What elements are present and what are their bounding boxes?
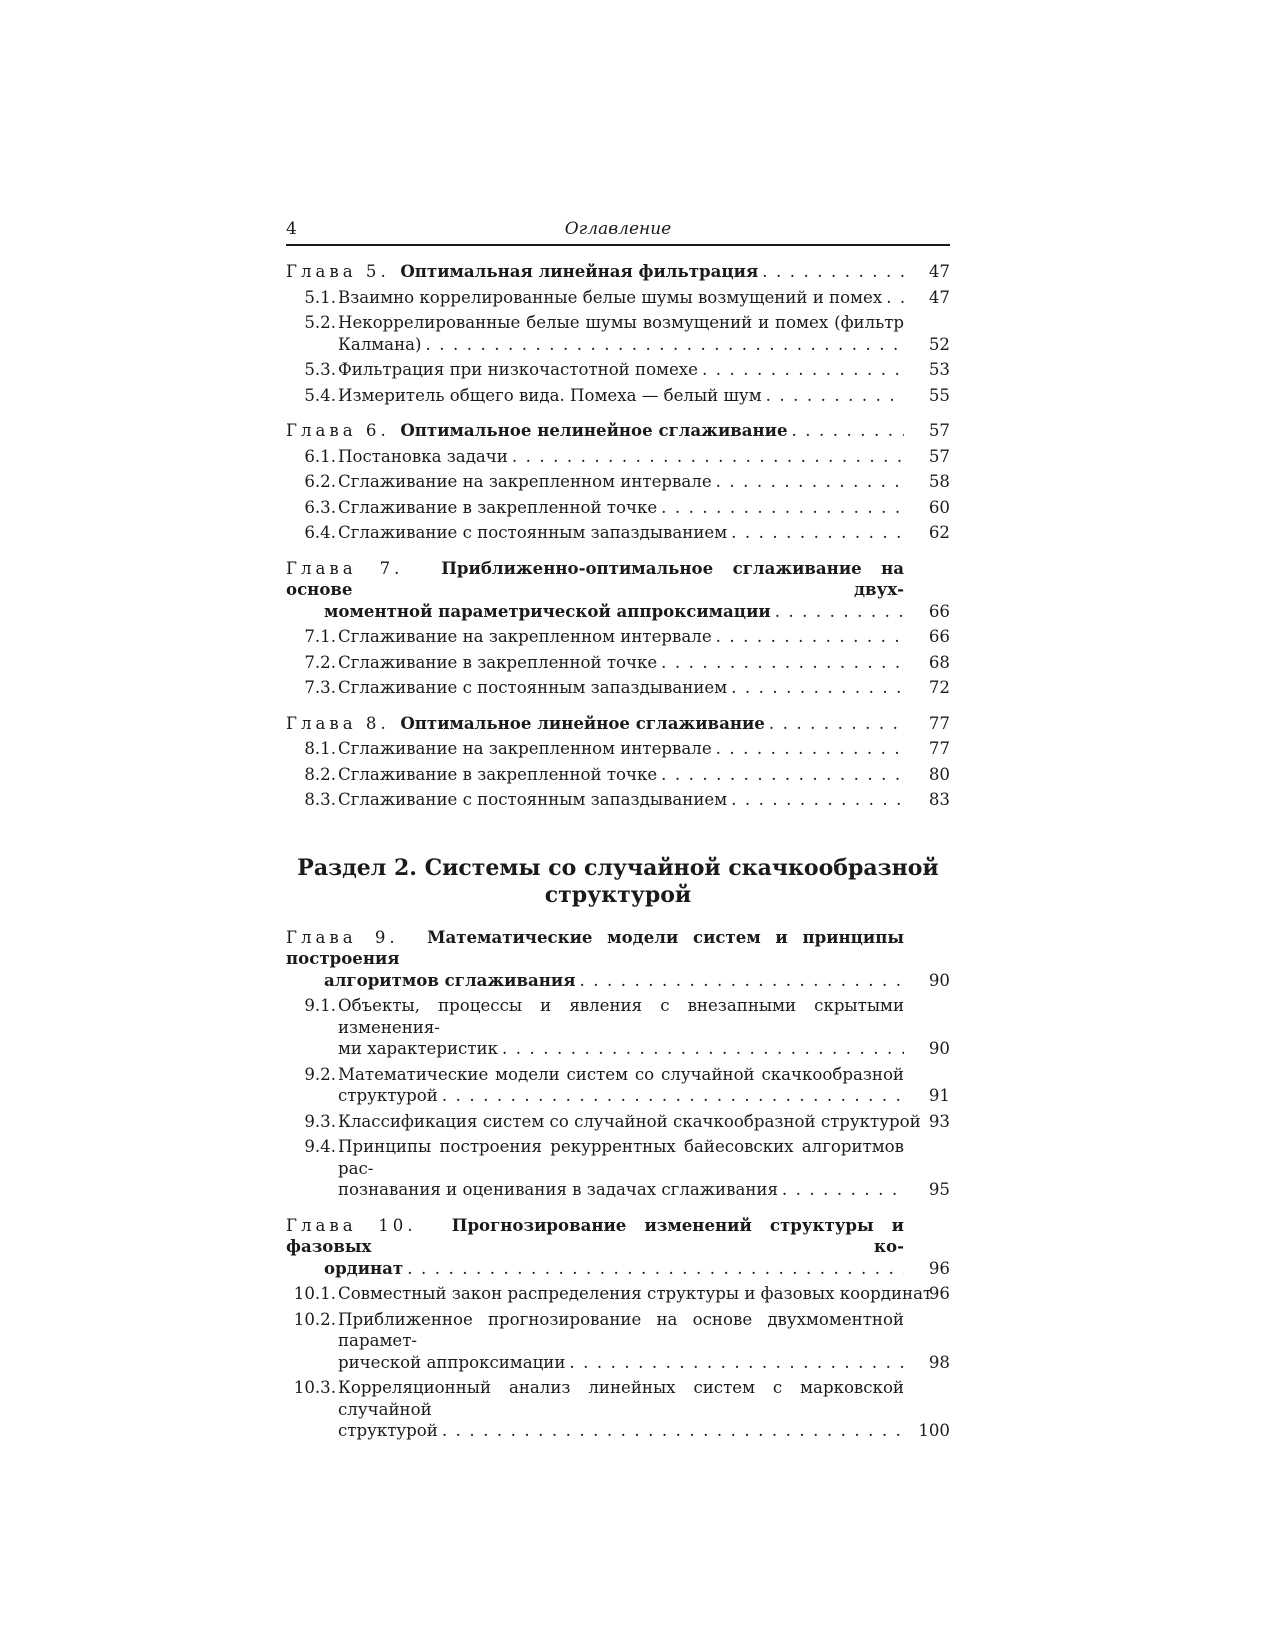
chapter-page-number: 96: [928, 1258, 950, 1278]
section-title-last-line: [338, 446, 904, 468]
chapter-label: Глава 5.: [286, 262, 390, 281]
chapter-title-line: [286, 927, 904, 970]
leader-dots: [661, 652, 904, 674]
section-title-last-line: [338, 764, 904, 786]
section-page-number: 90: [928, 1039, 950, 1058]
section-title-last-line: [338, 677, 904, 699]
section-number: 8.1.: [304, 739, 336, 758]
leader-dots: [766, 385, 904, 407]
section-title-last-line: [338, 497, 904, 519]
section-entry-body: [286, 497, 904, 519]
leader-dots: [569, 1352, 904, 1374]
leader-dots: [731, 677, 904, 699]
section-text: [338, 738, 904, 760]
section-entry-body: [286, 1309, 904, 1374]
toc-chapter: [286, 927, 950, 1201]
section-entry[interactable]: [286, 1064, 950, 1107]
section-page-number: 96: [928, 1284, 950, 1303]
chapter-entry[interactable]: [286, 261, 950, 283]
section-page-number: 53: [928, 360, 950, 379]
section-text: [338, 995, 904, 1060]
section-entry-body: [286, 1283, 933, 1305]
section-number: 7.2.: [304, 652, 336, 672]
section-entry[interactable]: [286, 995, 950, 1060]
part-title-line: структурой: [544, 881, 692, 908]
section-page-number: 55: [928, 385, 950, 405]
section-entry[interactable]: [286, 764, 950, 786]
section-title-last-line: [338, 1111, 921, 1133]
section-number: 5.4.: [304, 385, 336, 405]
chapter-entry-body: [286, 558, 904, 623]
section-entry[interactable]: [286, 359, 950, 381]
chapter-entry-body: [286, 1215, 904, 1280]
chapter-label: Глава 10.: [286, 1215, 417, 1235]
section-number: 9.1.: [304, 996, 336, 1015]
section-text: [338, 385, 904, 407]
section-title-last-line: [338, 1085, 904, 1107]
section-entry-body: [286, 677, 904, 699]
section-number: 6.2.: [304, 472, 336, 491]
chapter-title-last-line: [324, 601, 904, 623]
section-title-text: Калмана): [338, 334, 422, 354]
chapter-title-line: [286, 1215, 904, 1258]
leader-dots: [661, 497, 904, 519]
chapter-label: Глава 7.: [286, 558, 404, 578]
chapter-title: Оптимальная линейная фильтрация: [400, 261, 759, 281]
toc-chapter: [286, 261, 950, 406]
section-entry[interactable]: [286, 446, 950, 468]
section-title-text: Сглаживание в закрепленной точке: [338, 652, 658, 672]
section-title-last-line: [338, 1420, 904, 1442]
leader-dots: [775, 601, 904, 623]
section-text: [338, 626, 904, 648]
section-text: [338, 677, 904, 699]
section-title-line: Приближенное прогнозирование на основе двухмоментной парамет-: [338, 1309, 904, 1350]
section-entry[interactable]: [286, 287, 950, 309]
chapter-entry-body: [286, 261, 904, 283]
section-title-text: Постановка задачи: [338, 446, 508, 466]
section-title-text: Сглаживание в закрепленной точке: [338, 497, 658, 517]
chapter-entry[interactable]: [286, 927, 950, 992]
section-number: 10.3.: [293, 1378, 336, 1397]
section-entry-body: [286, 522, 904, 544]
section-entry-body: [286, 764, 904, 786]
section-entry[interactable]: [286, 1283, 950, 1305]
chapter-title-last-line: [286, 420, 904, 442]
page-number: 4: [286, 219, 297, 239]
section-title-last-line: [338, 789, 904, 811]
leader-dots: [407, 1258, 904, 1280]
section-title-line: Корреляционный анализ линейных систем с марковской случайной: [338, 1378, 904, 1419]
chapter-title-text: моментной параметрической аппроксимации: [324, 600, 771, 621]
section-title-line: Объекты, процессы и явления с внезапными скрытыми изменения-: [338, 996, 904, 1037]
section-page-number: 62: [928, 523, 950, 542]
leader-dots: [502, 1038, 904, 1060]
leader-dots: [442, 1420, 904, 1442]
chapter-entry-body: [286, 927, 904, 992]
section-text: [338, 1377, 904, 1442]
section-title-text: Сглаживание на закрепленном интервале: [338, 472, 712, 491]
section-entry-body: [286, 287, 904, 309]
chapter-title-last-line: [324, 970, 904, 992]
section-text: [338, 1064, 904, 1107]
leader-dots: [762, 261, 904, 283]
section-entry-body: [286, 359, 904, 381]
chapter-title: Оптимальное линейное сглаживание: [400, 712, 765, 733]
section-entry-body: [286, 626, 904, 648]
section-number: 5.3.: [304, 360, 336, 379]
section-entry[interactable]: [286, 385, 950, 407]
section-title-last-line: [338, 359, 904, 381]
chapter-page-number: 47: [928, 262, 950, 281]
chapter-title: Оптимальное нелинейное сглаживание: [400, 420, 788, 440]
running-title: Оглавление: [564, 219, 672, 239]
section-text: [338, 652, 904, 674]
running-header: [286, 216, 950, 246]
leader-dots: [426, 334, 904, 356]
section-text: [338, 1111, 921, 1133]
section-title-text: Измеритель общего вида. Помеха — белый шум: [338, 385, 762, 405]
section-number: 6.3.: [304, 497, 336, 517]
section-number: 8.2.: [304, 764, 336, 784]
leader-dots: [702, 359, 904, 381]
leader-dots: [886, 287, 904, 309]
chapter-title-continuation: [286, 1258, 904, 1280]
leader-dots: [782, 1179, 904, 1201]
part-2-title: [286, 855, 950, 909]
section-title-last-line: [338, 522, 904, 544]
section-text: [338, 287, 904, 309]
spacer: [390, 713, 401, 735]
section-entry[interactable]: [286, 312, 950, 355]
chapter-title-last-line: [286, 713, 904, 735]
chapter-entry-body: [286, 420, 904, 442]
section-title-last-line: [338, 652, 904, 674]
section-number: 10.1.: [293, 1284, 336, 1303]
section-title-last-line: [338, 334, 904, 356]
section-entry-body: [286, 471, 904, 493]
section-text: [338, 471, 904, 493]
section-text: [338, 1283, 933, 1305]
section-title-text: Сглаживание на закрепленном интервале: [338, 627, 712, 646]
leader-dots: [442, 1085, 904, 1107]
leader-dots: [716, 471, 904, 493]
section-title-text: Сглаживание с постоянным запаздыванием: [338, 790, 728, 809]
chapter-label: Глава 9.: [286, 927, 399, 947]
section-page-number: 80: [928, 764, 950, 784]
section-entry[interactable]: [286, 652, 950, 674]
chapter-title: Прогнозирование изменений структуры и фазовых ко-: [286, 1214, 904, 1256]
section-entry-body: [286, 385, 904, 407]
section-entry[interactable]: [286, 522, 950, 544]
section-entry-body: [286, 652, 904, 674]
section-page-number: 60: [928, 497, 950, 517]
section-title-text: ми характеристик: [338, 1039, 498, 1058]
section-entry-body: [286, 446, 904, 468]
chapter-title-line: [286, 558, 904, 601]
section-page-number: 52: [928, 334, 950, 354]
chapter-title-last-line: [324, 1258, 904, 1280]
section-entry-body: [286, 312, 904, 355]
section-entry[interactable]: [286, 677, 950, 699]
section-entry-body: [286, 1136, 904, 1201]
section-title-text: рической аппроксимации: [338, 1352, 566, 1372]
section-title-text: Фильтрация при низкочастотной помехе: [338, 360, 698, 379]
section-number: 6.4.: [304, 523, 336, 542]
chapter-page-number: 77: [928, 713, 950, 733]
section-title-text: Классификация систем со случайной скачкообразной структурой: [338, 1111, 921, 1131]
chapter-page-number: 66: [928, 601, 950, 621]
leader-dots: [731, 522, 904, 544]
chapter-entry[interactable]: [286, 420, 950, 442]
spacer: [390, 420, 401, 442]
leader-dots: [716, 626, 904, 648]
section-entry[interactable]: [286, 1136, 950, 1201]
section-text: [338, 312, 904, 355]
section-number: 7.3.: [304, 678, 336, 697]
section-title-last-line: [338, 471, 904, 493]
chapter-page-number: 90: [928, 970, 950, 990]
section-title-text: познавания и оценивания в задачах сглаживания: [338, 1180, 778, 1199]
section-number: 5.1.: [304, 287, 336, 307]
section-text: [338, 522, 904, 544]
section-page-number: 58: [928, 472, 950, 491]
section-text: [338, 1309, 904, 1374]
leader-dots: [792, 420, 904, 442]
chapter-page-number: 57: [928, 421, 950, 440]
section-title-text: Сглаживание в закрепленной точке: [338, 764, 658, 784]
section-entry[interactable]: [286, 738, 950, 760]
section-title-text: Совместный закон распределения структуры и фазовых координат: [338, 1284, 933, 1303]
section-text: [338, 1136, 904, 1201]
section-page-number: 72: [928, 678, 950, 697]
chapter-title: Приближенно-оптимальное сглаживание на основе двух-: [286, 557, 905, 599]
section-title-text: Сглаживание с постоянным запаздыванием: [338, 523, 728, 542]
chapter-label: Глава 6.: [286, 421, 390, 440]
section-title-text: структурой: [338, 1421, 438, 1440]
chapter-entry[interactable]: [286, 558, 950, 623]
section-title-line: Некоррелированные белые шумы возмущений и помех (фильтр: [338, 313, 904, 332]
toc-part-1: [286, 261, 950, 811]
section-number: 9.4.: [304, 1137, 336, 1156]
section-page-number: 98: [928, 1352, 950, 1372]
chapter-entry-body: [286, 713, 904, 735]
chapter-title-continuation: [286, 970, 904, 992]
section-text: [338, 446, 904, 468]
section-entry-body: [286, 1377, 904, 1442]
section-title-line: Принципы построения рекуррентных байесовских алгоритмов рас-: [338, 1137, 904, 1178]
section-title-last-line: [338, 385, 904, 407]
section-title-last-line: [338, 738, 904, 760]
section-number: 5.2.: [304, 313, 336, 332]
section-title-last-line: [338, 287, 904, 309]
leader-dots: [579, 970, 904, 992]
section-entry[interactable]: [286, 1309, 950, 1374]
section-title-last-line: [338, 1038, 904, 1060]
section-entry-body: [286, 738, 904, 760]
section-entry-body: [286, 789, 904, 811]
section-text: [338, 789, 904, 811]
section-title-text: Взаимно коррелированные белые шумы возмущений и помех: [338, 287, 883, 307]
section-number: 9.2.: [304, 1064, 336, 1084]
leader-dots: [512, 446, 904, 468]
section-page-number: 95: [928, 1180, 950, 1199]
section-entry[interactable]: [286, 1111, 950, 1133]
spacer: [390, 261, 401, 283]
leader-dots: [731, 789, 904, 811]
section-page-number: 66: [928, 627, 950, 646]
section-text: [338, 497, 904, 519]
section-number: 7.1.: [304, 627, 336, 646]
section-entry-body: [286, 1064, 904, 1107]
section-page-number: 93: [928, 1111, 950, 1131]
section-text: [338, 359, 904, 381]
chapter-label: Глава 8.: [286, 713, 390, 733]
section-page-number: 77: [928, 739, 950, 758]
section-entry-body: [286, 1111, 921, 1133]
chapter-title: Математические модели систем и принципы построения: [286, 926, 904, 968]
section-title-text: Сглаживание с постоянным запаздыванием: [338, 678, 728, 697]
section-title-last-line: [338, 1283, 933, 1305]
chapter-title-last-line: [286, 261, 904, 283]
section-entry[interactable]: [286, 626, 950, 648]
section-title-line: Математические модели систем со случайной скачкообразной: [338, 1064, 904, 1084]
chapter-entry[interactable]: [286, 713, 950, 735]
chapter-title-text: алгоритмов сглаживания: [324, 969, 576, 990]
toc-part-2: [286, 927, 950, 1442]
toc-chapter: [286, 1215, 950, 1442]
section-entry[interactable]: [286, 497, 950, 519]
section-title-last-line: [338, 1179, 904, 1201]
section-title-text: Сглаживание на закрепленном интервале: [338, 739, 712, 758]
section-page-number: 47: [928, 287, 950, 307]
section-page-number: 57: [928, 446, 950, 466]
section-page-number: 91: [928, 1086, 950, 1105]
section-text: [338, 764, 904, 786]
section-title-last-line: [338, 626, 904, 648]
leader-dots: [769, 713, 904, 735]
part-title-line: Раздел 2. Системы со случайной скачкообразной: [297, 854, 939, 881]
section-number: 6.1.: [304, 446, 336, 466]
leader-dots: [661, 764, 904, 786]
chapter-entry[interactable]: [286, 1215, 950, 1280]
section-title-text: структурой: [338, 1086, 438, 1105]
section-number: 10.2.: [293, 1309, 336, 1329]
section-entry[interactable]: [286, 789, 950, 811]
section-title-last-line: [338, 1352, 904, 1374]
chapter-title-continuation: [286, 601, 904, 623]
section-entry[interactable]: [286, 1377, 950, 1442]
section-number: 9.3.: [304, 1111, 336, 1131]
section-entry-body: [286, 995, 904, 1060]
toc-chapter: [286, 420, 950, 544]
section-page-number: 100: [918, 1421, 950, 1440]
toc-chapter: [286, 713, 950, 811]
leader-dots: [716, 738, 904, 760]
section-entry[interactable]: [286, 471, 950, 493]
section-page-number: 83: [928, 790, 950, 809]
toc-chapter: [286, 558, 950, 699]
chapter-title-text: ординат: [324, 1257, 404, 1278]
page: [286, 216, 950, 1456]
section-page-number: 68: [928, 652, 950, 672]
section-number: 8.3.: [304, 790, 336, 809]
